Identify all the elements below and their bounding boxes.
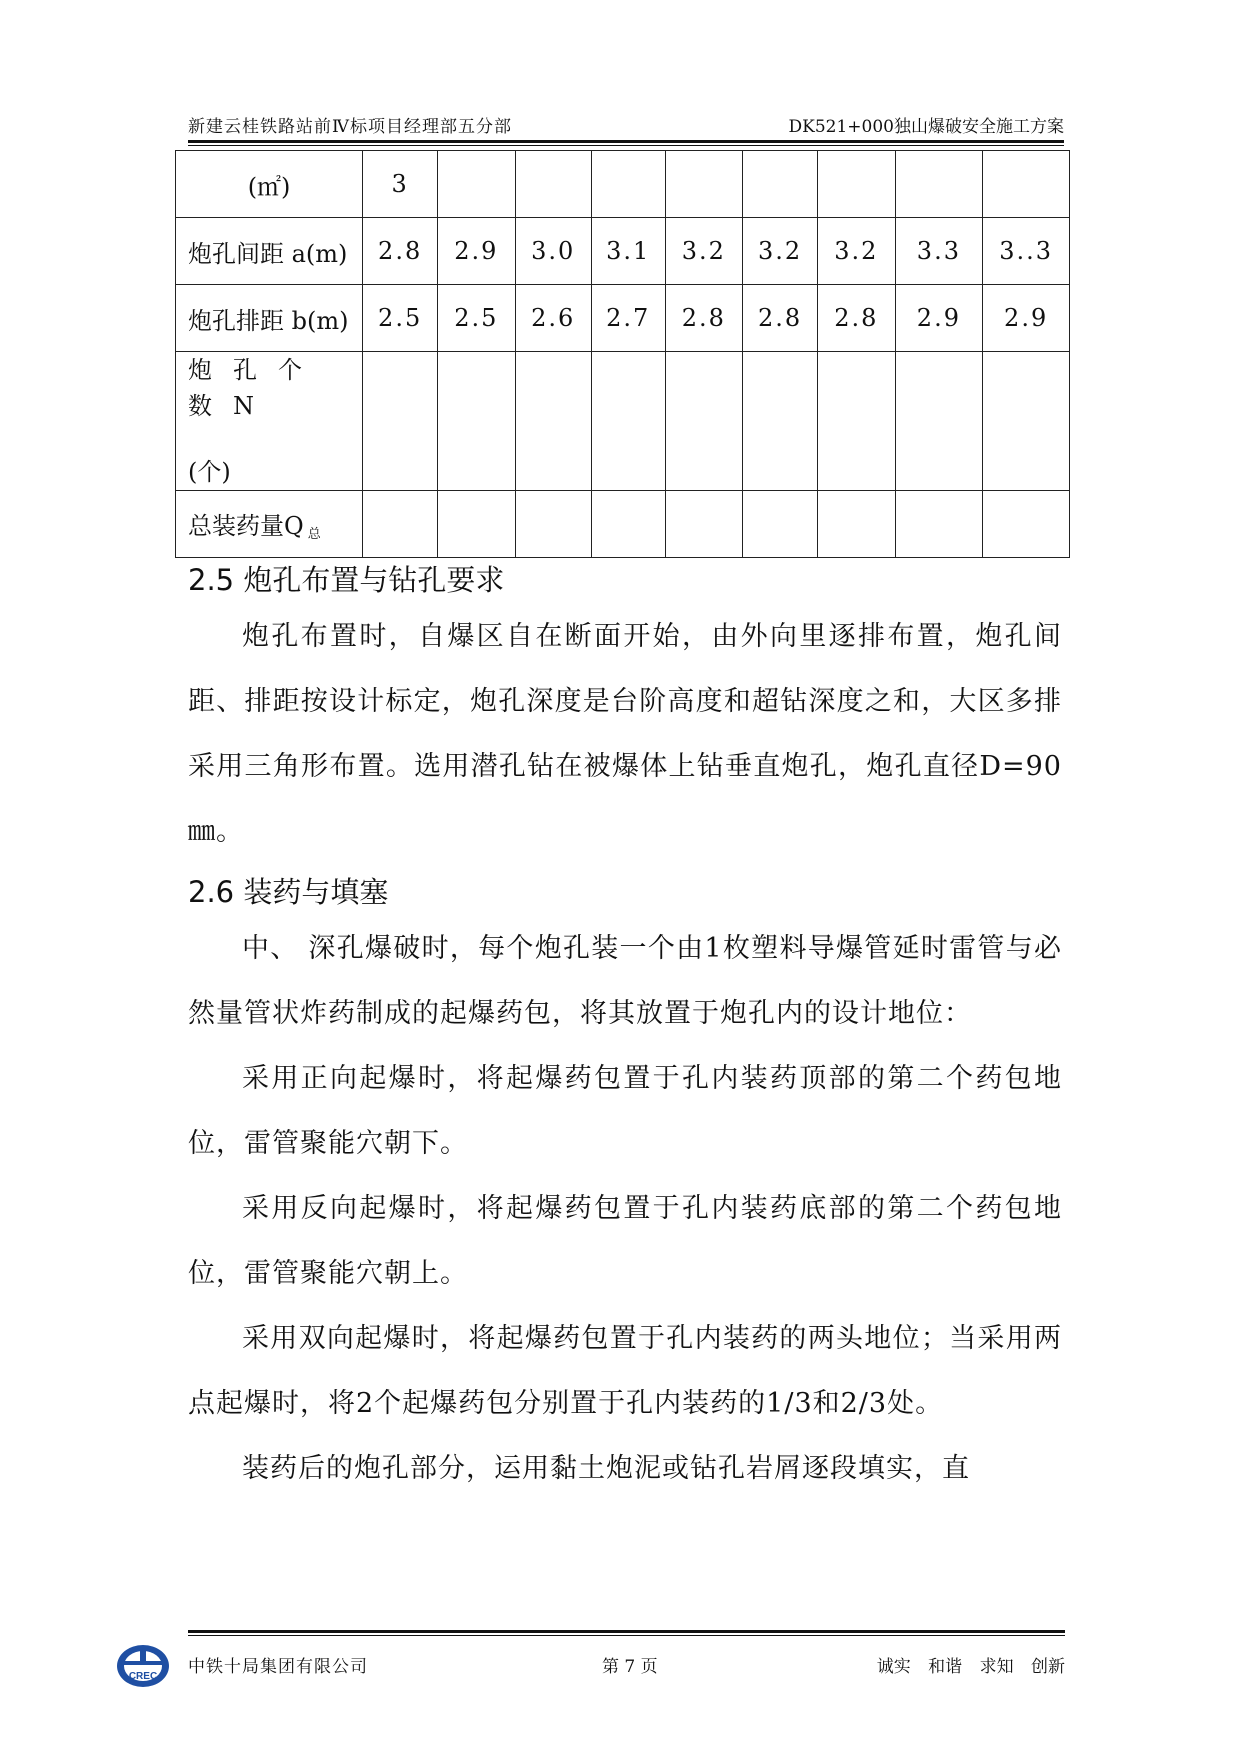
blast-parameter-table (175, 150, 1070, 558)
paragraph: 采用双向起爆时，将起爆药包置于孔内装药的两头地位；当采用两点起爆时，将2个起爆药包分别置于孔内装药的1/3和2/3处。 (188, 1323, 1062, 1419)
header-rule-thin (188, 145, 1064, 146)
footer-company: 中铁十局集团有限公司 (188, 1657, 368, 1677)
table-cell: 3.2 (818, 218, 895, 285)
paragraph: 炮孔布置时，自爆区自在断面开始，由外向里逐排布置，炮孔间距、排距按设计标定，炮孔深度是台阶高度和超钻深度之和，大区多排采用三角形布置。选用潜孔钻在被爆体上钻垂直炮孔，炮孔直径D=90㎜。 (188, 621, 1062, 847)
table-cell: 2.8 (363, 218, 438, 285)
paragraph: 采用正向起爆时，将起爆药包置于孔内装药顶部的第二个药包地位，雷管聚能穴朝下。 (188, 1063, 1062, 1159)
table-cell: 2.9 (895, 285, 983, 352)
total-charge-subscript: 总 (307, 527, 321, 542)
footer-rule (188, 1630, 1065, 1633)
footer-motto: 诚实 和谐 求知 创新 (876, 1657, 1065, 1677)
table-cell: 2.6 (515, 285, 591, 352)
total-charge-label-cell (176, 491, 363, 558)
table-row-hole-count (176, 352, 1070, 491)
area-unit-label: (㎡) (247, 172, 291, 201)
table-cell: 3.3 (895, 218, 983, 285)
logo-text: CREC (128, 1671, 158, 1682)
area-unit-cell (176, 151, 363, 218)
table-cell: 2.8 (665, 285, 742, 352)
hole-spacing-label: 炮孔间距 a(m) (176, 218, 363, 285)
table-cell: 3.2 (665, 218, 742, 285)
row-spacing-label: 炮孔排距 b(m) (176, 285, 363, 352)
section-2-5-body (188, 604, 1062, 864)
table-cell: 2.5 (363, 285, 438, 352)
hole-count-label-cell (176, 352, 363, 491)
section-2-6-body (188, 916, 1062, 1501)
area-value-cell: 3 (363, 151, 438, 218)
page-footer (115, 1630, 1065, 1700)
total-charge-label: 总装药量Q (188, 512, 304, 540)
table-cell: 3..3 (983, 218, 1070, 285)
table-cell: 2.9 (983, 285, 1070, 352)
hole-count-label: 炮孔个数N (188, 356, 323, 420)
table-cell: 2.8 (818, 285, 895, 352)
table-cell: 3.0 (515, 218, 591, 285)
table-row-area (176, 151, 1070, 218)
paragraph: 采用反向起爆时，将起爆药包置于孔内装药底部的第二个药包地位，雷管聚能穴朝上。 (188, 1193, 1062, 1289)
table-row-total-charge (176, 491, 1070, 558)
footer-rule-thin (188, 1635, 1065, 1636)
section-heading-2-6: 2.6 装药与填塞 (188, 875, 389, 909)
table-cell: 2.7 (591, 285, 665, 352)
table-cell: 3.1 (591, 218, 665, 285)
table-cell: 2.9 (438, 218, 515, 285)
header-rule (188, 140, 1064, 143)
paragraph: 装药后的炮孔部分，运用黏土炮泥或钻孔岩屑逐段填实，直 (242, 1453, 970, 1484)
paragraph: 中、 深孔爆破时，每个炮孔装一个由1枚塑料导爆管延时雷管与必然量管状炸药制成的起爆药包，将其放置于炮孔内的设计地位： (188, 933, 1062, 1029)
table-row-hole-spacing (176, 218, 1070, 285)
table-cell: 2.8 (743, 285, 818, 352)
section-heading-2-5: 2.5 炮孔布置与钻孔要求 (188, 563, 505, 597)
header-project-name: 新建云桂铁路站前Ⅳ标项目经理部五分部 (188, 117, 512, 137)
table-cell: 2.5 (438, 285, 515, 352)
header-document-title: DK521+000独山爆破安全施工方案 (788, 117, 1064, 137)
table-row-row-spacing (176, 285, 1070, 352)
hole-count-unit: (个) (188, 458, 231, 486)
crec-logo-icon (115, 1642, 171, 1690)
table-cell: 3.2 (743, 218, 818, 285)
page-number: 第 7 页 (602, 1657, 658, 1677)
page-header (188, 104, 1064, 142)
